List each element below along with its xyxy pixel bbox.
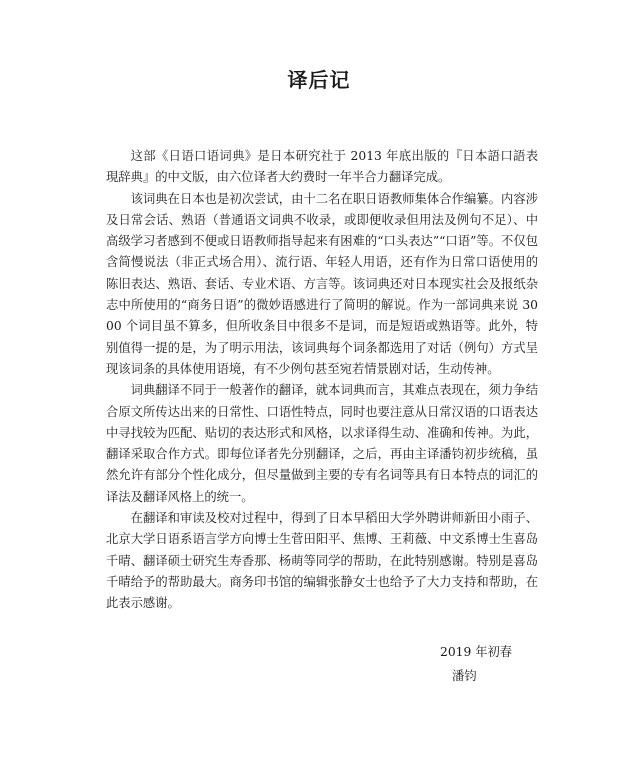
signature-name: 潘钧 (452, 669, 477, 683)
paragraph-4: 在翻译和审读及校对过程中，得到了日本早稻田大学外聘讲师新田小雨子、北京大学日语系语言学方向博士生菅田阳平、焦博、王莉薇、中文系博士生喜岛千晴、翻译硕士研究生寿香那、杨萌等同学的帮助，在此特别感谢。特别是喜岛千晴给予的帮助最大。商务印书馆的编辑张静女士也给予了大力支持和帮助，在此表示感谢。 (106, 511, 538, 611)
paragraph-2: 该词典在日本也是初次尝试，由十二名在职日语教师集体合作编纂。内容涉及日常会话、熟语（普通语文词典不收录，或即便收录但用法及例句不足）、中高级学习者感到不便或日语教师指导起来有困难的“口头表达”“口语”等。不仅包含简慢说法（非正式场合用）、流行语、年轻人用语，还有作为日常口语使用的陈旧表达、熟语、套话、专业术语、方言等。该词典还对日本现实社会及报纸杂志中所使用的“商务日语”的微妙语感进行了简明的解说。作为一部词典来说 3000 个词目虽不算多，但所收条目中很多不是词，而是短语或熟语等。此外，特别值得一提的是，为了明示用法，该词典每个词条都选用了对话（例句）方式呈现该词条的具体使用语境，有不少例句甚至宛若情景剧对话，生动传神。 (106, 191, 538, 376)
signature-date: 2019 年初春 (440, 645, 513, 659)
paragraph-1: 这部《日语口语词典》是日本研究社于 2013 年底出版的『日本語口語表現辞典』的中文版，由六位译者大约费时一年半合力翻译完成。 (106, 149, 538, 185)
signature-block (440, 640, 560, 688)
paragraph-3: 词典翻译不同于一般著作的翻译，就本词典而言，其难点表现在，须力争结合原文所传达出来的日常性、口语性特点，同时也要注意从日常汉语的口语表达中寻找较为匹配、贴切的表达形式和风格，以求译得生动、准确和传神。为此，翻译采取合作方式。即每位译者先分别翻译，之后，再由主译潘钧初步统稿，虽然允许有部分个性化成分，但尽量做到主要的专有名词等具有日本特点的词汇的译法及翻译风格上的统一。 (106, 383, 538, 504)
page-title: 译后记 (287, 68, 351, 92)
body-text (106, 146, 538, 615)
